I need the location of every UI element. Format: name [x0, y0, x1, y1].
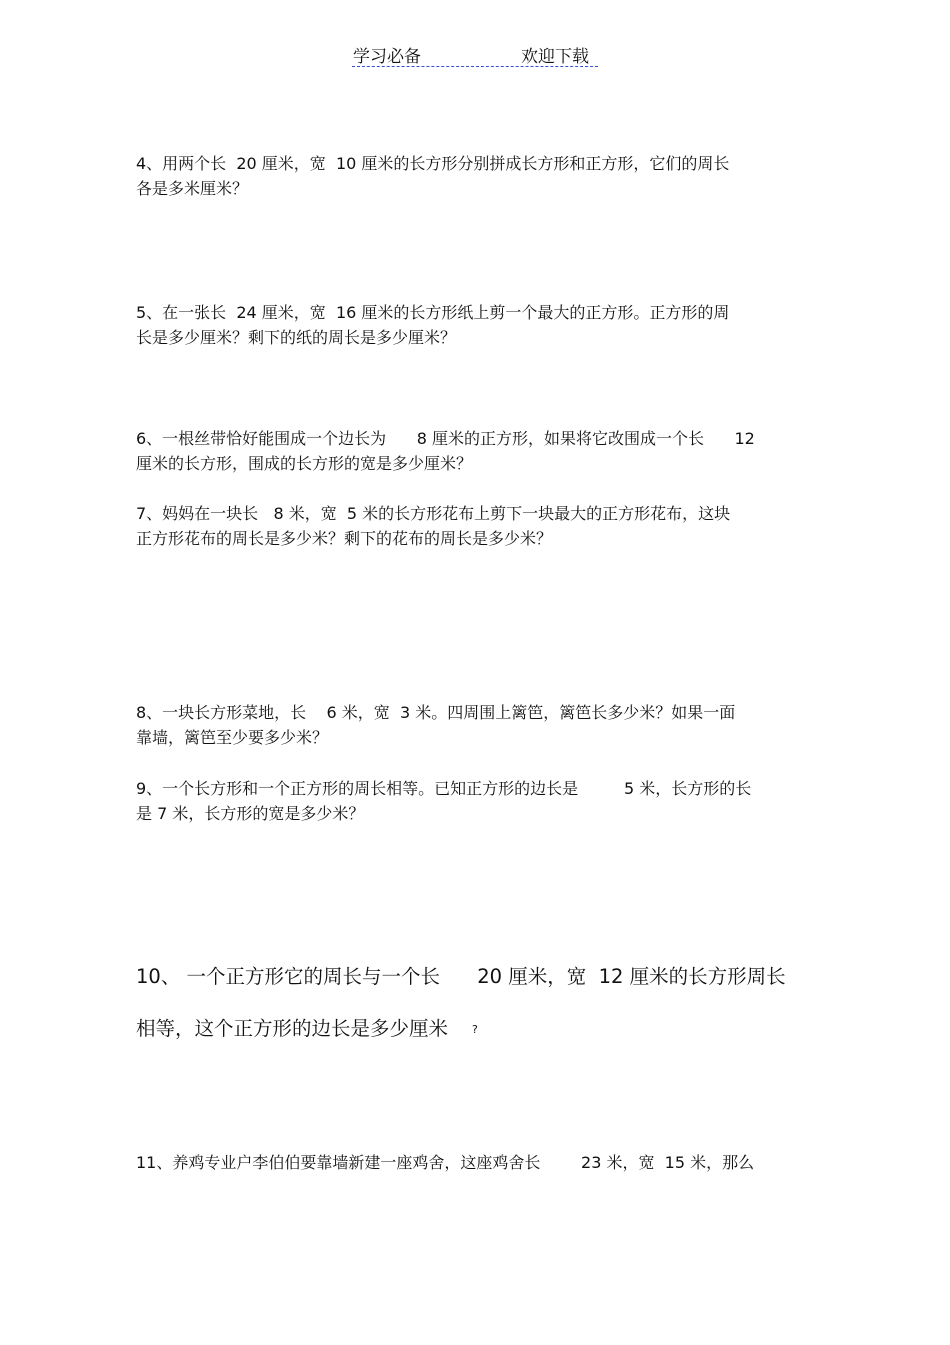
question-4 — [136, 151, 816, 201]
question-line: 长是多少厘米？剩下的纸的周长是多少厘米？ — [136, 328, 457, 347]
question-6 — [136, 426, 816, 476]
header-left-text: 学习必备 — [353, 47, 421, 67]
question-8 — [136, 700, 816, 750]
question-line: 相等，这个正方形的边长是多少厘米 — [136, 1017, 449, 1040]
question-line: 5、在一张长 24 厘米，宽 16 厘米的长方形纸上剪一个最大的正方形。正方形的周 — [136, 303, 730, 322]
question-line: 是 7 米，长方形的宽是多少米？ — [136, 804, 365, 823]
question-line: 靠墙，篱笆至少要多少米？ — [136, 728, 329, 747]
question-line: 9、一个长方形和一个正方形的周长相等。已知正方形的边长是 5 米，长方形的长 — [136, 779, 752, 798]
page-header — [352, 40, 598, 67]
question-line: 各是多米厘米？ — [136, 179, 249, 198]
question-line: 8、一块长方形菜地，长 6 米，宽 3 米。四周围上篱笆，篱笆长多少米？如果一面 — [136, 703, 736, 722]
question-line: 6、一根丝带恰好能围成一个边长为 8 厘米的正方形，如果将它改围成一个长 12 — [136, 429, 755, 448]
question-line: 10、 一个正方形它的周长与一个长 20 厘米，宽 12 厘米的长方形周长 — [136, 965, 786, 988]
question-10 — [136, 951, 816, 1056]
question-line-with-tail — [136, 1003, 816, 1056]
question-9 — [136, 776, 816, 826]
header-right-text: 欢迎下载 — [521, 47, 589, 67]
question-line: 正方形花布的周长是多少米？剩下的花布的周长是多少米？ — [136, 529, 553, 548]
question-mark: ? — [472, 1022, 478, 1036]
question-7 — [136, 501, 816, 551]
question-line: 7、妈妈在一块长 8 米，宽 5 米的长方形花布上剪下一块最大的正方形花布，这块 — [136, 504, 731, 523]
question-11 — [136, 1150, 816, 1175]
question-line: 11、养鸡专业户李伯伯要靠墙新建一座鸡舍，这座鸡舍长 23 米，宽 15 米，那么 — [136, 1153, 755, 1172]
question-line: 厘米的长方形，围成的长方形的宽是多少厘米？ — [136, 454, 473, 473]
question-line: 4、用两个长 20 厘米，宽 10 厘米的长方形分别拼成长方形和正方形，它们的周长 — [136, 154, 730, 173]
question-5 — [136, 300, 816, 350]
